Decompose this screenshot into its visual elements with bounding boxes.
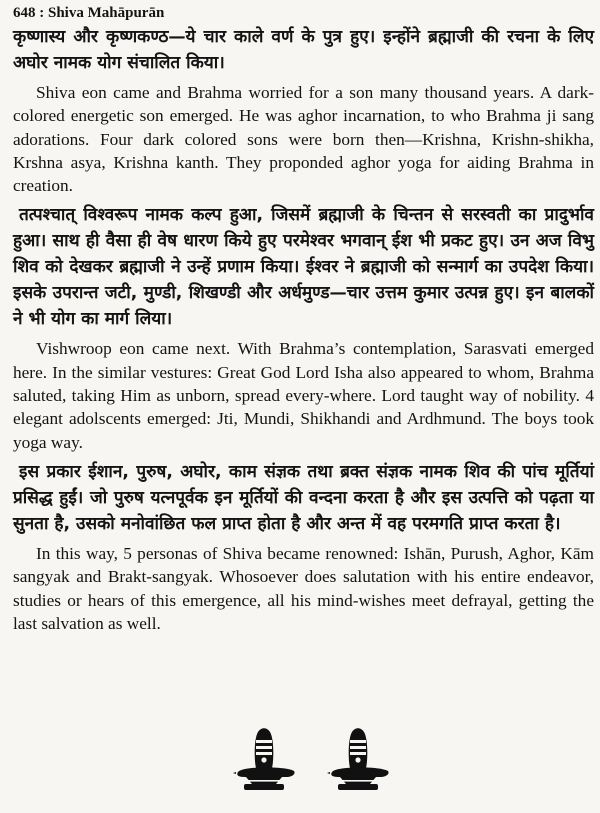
hindi-paragraph-1: कृष्णास्य और कृष्णकण्ठ—ये चार काले वर्ण के पुत्र हुए। इन्होंने ब्रह्माजी की रचना के लिए अघोर नामक योग संचालित किया। [13,27,594,73]
english-paragraph-1: Shiva eon came and Brahma worried for a son many thousand years. A dark-colored energetic son emerged. He was aghor incarnation, to who Brahma ji sang adorations. Four dark colored sons were born then—Krishna, Krishn-shikha, Krshna asya, Krishna kanth. They proponded aghor yoga for aiding Brahma in creation. [13,83,594,196]
shivalinga-icon [232,726,296,796]
hindi-paragraph-3: इस प्रकार ईशान, पुरुष, अघोर, काम संज्ञक तथा ब्रक्त संज्ञक नामक शिव की पांच मूर्तियां प्रसिद्ध हुईं। जो पुरुष यत्नपूर्वक इन मूर्तियों की वन्दना करता है और इस उत्पत्ति को पढ़ता या सुनता है, उसको मनोवांछित फल प्राप्त होता है और अन्त में वह परमगति प्राप्त करता है। [13,461,594,534]
shivalinga-icon [326,726,390,796]
hindi-paragraph-2: तत्पश्चात् विश्वरूप नामक कल्प हुआ, जिसमें ब्रह्माजी के चिन्तन से सरस्वती का प्रादुर्भाव हुआ। साथ ही वैसा ही वेष धारण किये हुए परमेश्वर भगवान् ईश भी प्रकट हुए। उन अज विभु शिव को देखकर ब्रह्माजी ने उन्हें प्रणाम किया। ईश्वर ने ब्रह्माजी को सन्मार्ग का उपदेश किया। इसके उपरान्त जटी, मुण्डी, शिखण्डी और अर्धमुण्ड—चार उत्तम कुमार उत्पन्न हुए। इन बालकों ने भी योग का मार्ग लिया। [13,205,594,330]
ornament-row [232,726,392,796]
page-header: 648 : Shiva Mahāpurān [13,5,165,21]
english-paragraph-3: In this way, 5 personas of Shiva became renowned: Ishān, Purush, Aghor, Kām sangyak and Brakt-sangyak. Whosoever does salutation with his entire endeavor, studies or hears of this emergence, all his mind-wishes meet defrayal, getting the last salvation as well. [13,543,594,633]
english-paragraph-2: Vishwroop eon came next. With Brahma’s contemplation, Sarasvati emerged here. In the similar vestures: Great God Lord Isha also appeared to whom, Brahma saluted, taking Him as unborn, spread every-where. Lord taught way of nobility. 4 elegant adolscents emerged: Jti, Mundi, Shikhandi and Ardhmund. The boys took yoga way. [13,339,594,452]
